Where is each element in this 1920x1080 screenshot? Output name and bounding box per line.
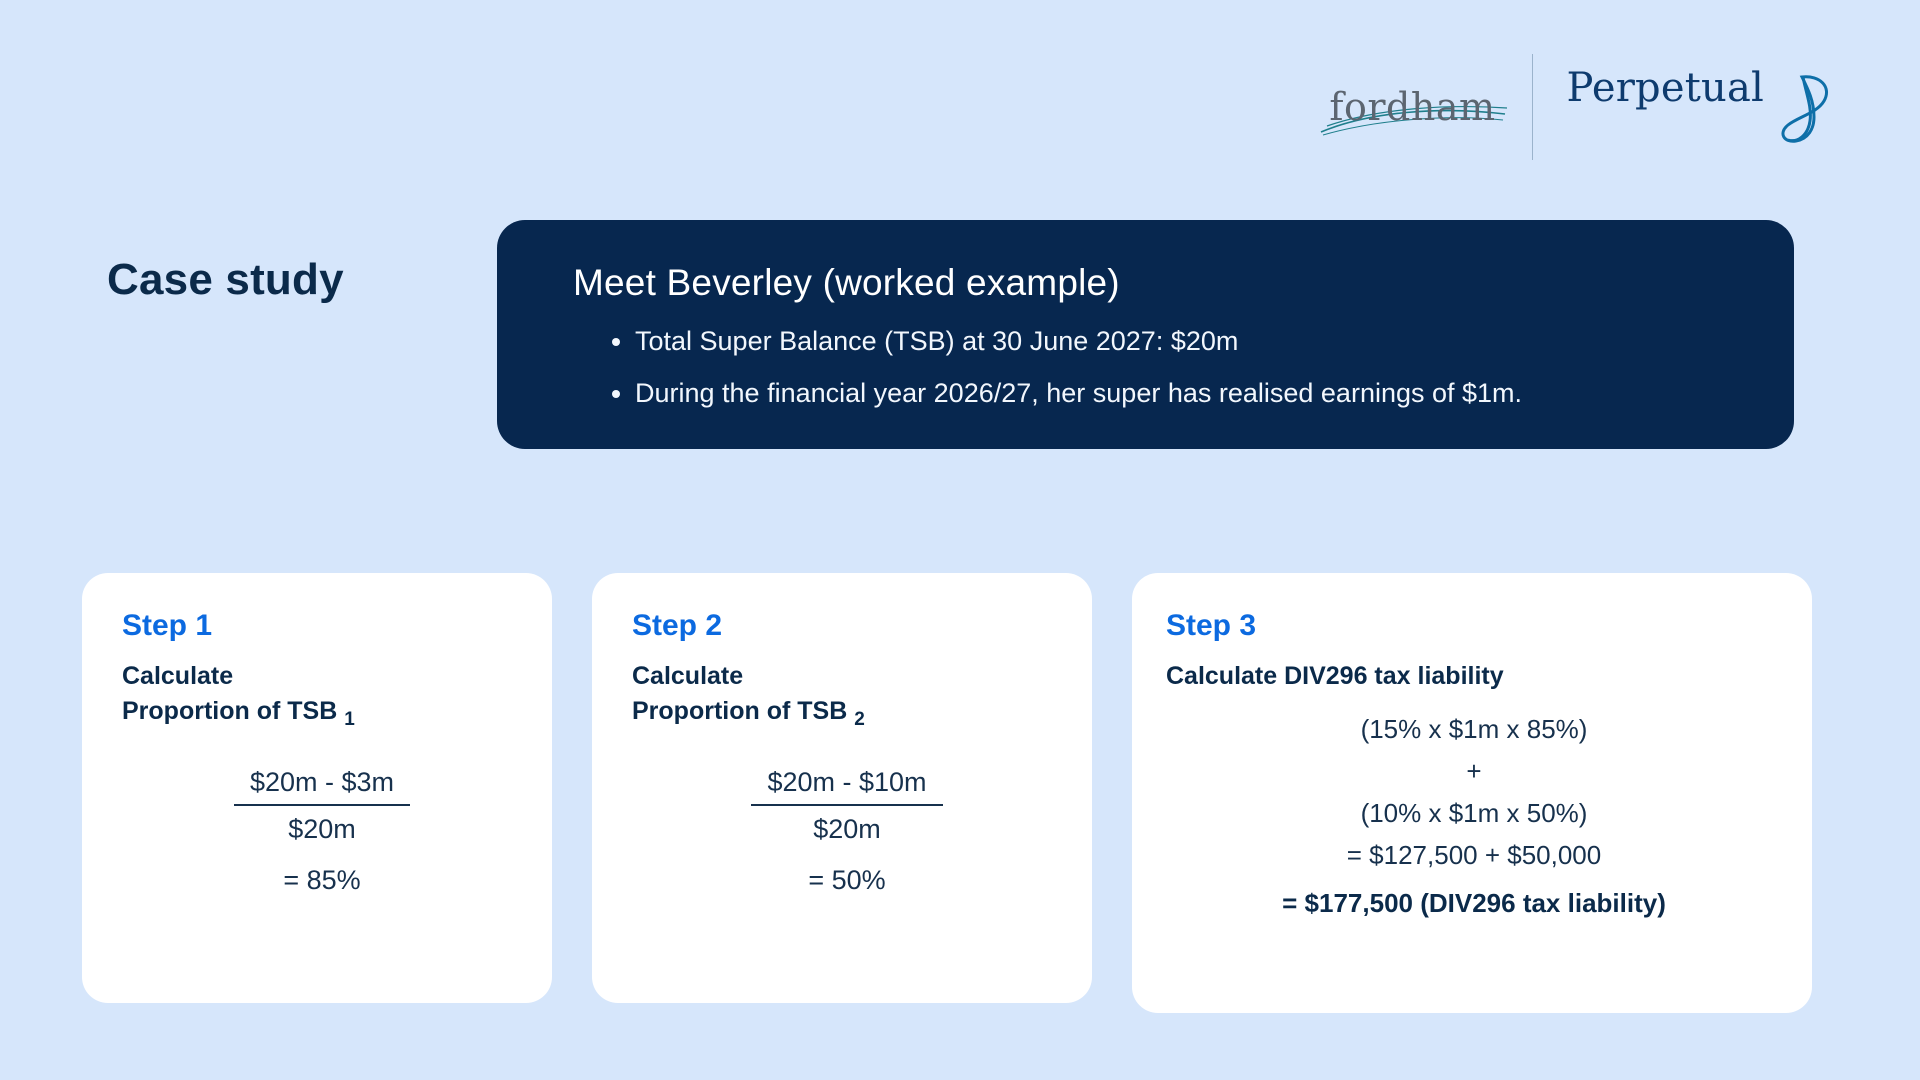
callout-panel [497,220,1794,449]
step-label: Step 2 [632,609,723,642]
step-heading-line1: Calculate [122,662,234,690]
fraction-block [122,767,522,896]
fraction-result: = 50% [808,864,886,895]
fraction-numerator: $20m - $3m [234,767,410,806]
fordham-wordmark: fordham [1329,85,1496,129]
fordham-logo [1329,62,1531,152]
step-heading-subscript: 2 [854,708,865,730]
calculation-line: + [1466,755,1482,786]
callout-bullet: • Total Super Balance (TSB) at 30 June 2027: $20m [635,322,1748,360]
calculation-line: (10% x $1m x 50%) [1360,797,1588,828]
calculation-block [1166,708,1782,919]
step-card-3 [1132,573,1812,1013]
step-label: Step 3 [1166,609,1257,642]
step-card-1 [82,573,552,1003]
step-heading [122,659,522,733]
fraction-numerator: $20m - $10m [751,767,942,806]
calculation-total: = $177,500 (DIV296 tax liability) [1282,887,1666,918]
brand-logo-bar [1329,52,1842,162]
callout-bullet-list [543,322,1748,413]
fraction-block [632,767,1062,896]
calculation-line: = $127,500 + $50,000 [1346,839,1602,870]
step-card-2 [592,573,1092,1003]
step-heading-subscript: 1 [344,708,355,730]
page-title: Case study [107,255,344,304]
step-heading-line2: Proportion of TSB [122,696,338,725]
step-card-group [82,573,1812,1013]
step-heading-line2: Proportion of TSB [632,696,848,725]
step-heading-line1: Calculate [632,662,744,690]
perpetual-wordmark: Perpetual [1566,65,1764,111]
step-heading: Calculate DIV296 tax liability [1166,662,1504,690]
fraction-result: = 85% [283,864,361,895]
perpetual-p-mark-icon [1762,71,1842,149]
step-label: Step 1 [122,609,213,642]
calculation-line: (15% x $1m x 85%) [1360,713,1588,744]
fraction-denominator: $20m [813,813,881,844]
callout-bullet: • During the financial year 2026/27, her super has realised earnings of $1m. [635,374,1748,412]
perpetual-logo [1567,65,1842,149]
callout-title: Meet Beverley (worked example) [573,262,1120,303]
logo-divider [1532,54,1533,160]
fraction-denominator: $20m [288,813,356,844]
step-heading [632,659,1062,733]
